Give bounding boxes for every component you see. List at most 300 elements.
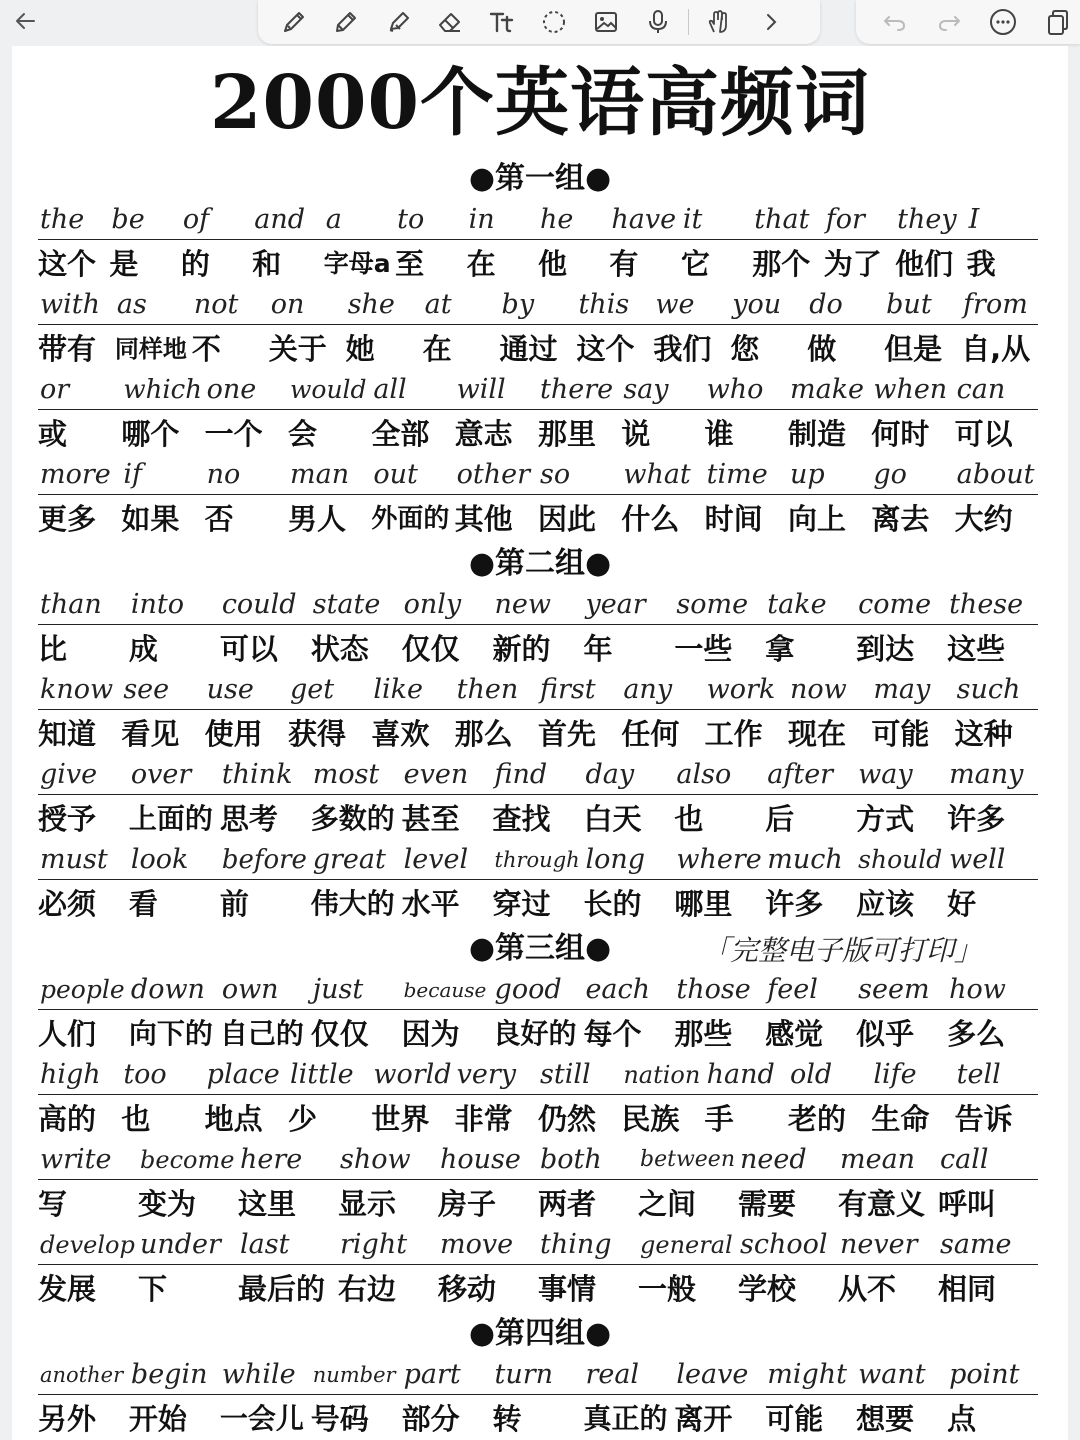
english-word: but <box>886 289 932 320</box>
chinese-meaning: 仍然 <box>538 1102 597 1136</box>
chinese-meaning: 首先 <box>538 717 597 751</box>
chinese-meaning: 民族 <box>621 1102 680 1136</box>
english-word: that <box>754 204 810 235</box>
english-word: to <box>397 204 425 235</box>
chinese-meaning: 我们 <box>653 332 712 366</box>
chinese-meaning: 那么 <box>454 717 513 751</box>
english-word: when <box>873 374 948 405</box>
chinese-meaning: 房子 <box>438 1187 497 1221</box>
english-word: for <box>825 204 865 235</box>
english-word: these <box>949 589 1024 620</box>
english-word: they <box>897 204 957 235</box>
chinese-meaning: 地点 <box>204 1102 263 1136</box>
chinese-meaning: 号码 <box>310 1402 369 1436</box>
chinese-meaning: 每个 <box>583 1017 642 1051</box>
english-word: through <box>494 848 580 872</box>
english-word: just <box>312 974 364 1005</box>
english-word: leave <box>676 1359 749 1390</box>
english-word: with <box>40 289 100 320</box>
english-word: thing <box>540 1229 612 1260</box>
redo-icon <box>935 8 963 36</box>
english-word: in <box>468 204 495 235</box>
english-word: show <box>340 1144 411 1175</box>
chinese-meaning: 这个 <box>38 247 97 281</box>
chinese-row <box>38 412 1048 456</box>
english-word: new <box>494 589 552 620</box>
lasso-tool[interactable] <box>528 2 580 42</box>
chinese-meaning: 不 <box>191 332 221 366</box>
english-row <box>38 1355 1038 1395</box>
chinese-meaning: 授予 <box>38 802 97 836</box>
english-word: very <box>456 1059 517 1090</box>
english-row <box>38 840 1038 880</box>
chinese-row <box>38 797 1048 841</box>
english-word: as <box>116 289 147 320</box>
english-word: one <box>206 374 257 405</box>
chinese-meaning: 向上 <box>788 502 847 536</box>
chinese-meaning: 自,从 <box>961 332 1031 366</box>
chinese-meaning: 开始 <box>128 1402 187 1436</box>
english-row <box>38 1055 1038 1095</box>
english-row <box>38 670 1038 710</box>
english-word: nation <box>623 1061 701 1089</box>
english-word: on <box>270 289 305 320</box>
chinese-meaning: 离去 <box>871 502 930 536</box>
english-word: if <box>123 459 142 490</box>
english-word: only <box>403 589 462 620</box>
chinese-meaning: 他 <box>538 247 568 281</box>
english-word: where <box>676 844 762 875</box>
pencil-tool[interactable] <box>320 2 372 42</box>
chinese-meaning: 一般 <box>638 1272 697 1306</box>
chinese-meaning: 自己的 <box>219 1017 304 1050</box>
chinese-meaning: 这些 <box>947 632 1006 666</box>
english-word: might <box>767 1359 848 1390</box>
english-word: such <box>956 674 1021 705</box>
chinese-meaning: 生命 <box>871 1102 930 1136</box>
english-word: will <box>456 374 506 405</box>
chinese-meaning: 什么 <box>621 502 680 536</box>
english-word: house <box>440 1144 521 1175</box>
hand-icon <box>705 8 733 36</box>
english-word: use <box>206 674 254 705</box>
english-word: give <box>40 759 98 790</box>
toolbar-divider <box>688 9 689 35</box>
chinese-meaning: 非常 <box>454 1102 513 1136</box>
chinese-meaning: 会 <box>288 417 318 451</box>
chinese-row <box>38 1097 1048 1141</box>
english-word: number <box>312 1363 396 1387</box>
english-word: see <box>123 674 170 705</box>
chinese-meaning: 做 <box>807 332 837 366</box>
chinese-meaning: 到达 <box>856 632 915 666</box>
pen-tool[interactable] <box>268 2 320 42</box>
chinese-meaning: 也 <box>121 1102 151 1136</box>
chinese-meaning: 他们 <box>895 247 954 281</box>
english-word: now <box>790 674 847 705</box>
english-word: mean <box>840 1144 916 1175</box>
chinese-meaning: 部分 <box>401 1402 460 1436</box>
chinese-meaning: 因为 <box>401 1017 460 1051</box>
english-word: before <box>221 845 307 875</box>
chinese-meaning: 少 <box>288 1102 318 1136</box>
image-icon <box>592 8 620 36</box>
english-word: also <box>676 759 732 790</box>
chinese-meaning: 知道 <box>38 717 97 751</box>
english-word: too <box>123 1059 167 1090</box>
drawing-tools <box>258 0 820 44</box>
english-word: most <box>312 759 380 790</box>
pages-button[interactable] <box>1034 2 1080 42</box>
chinese-meaning: 大约 <box>954 502 1013 536</box>
chinese-meaning: 因此 <box>538 502 597 536</box>
english-word: come <box>858 589 932 620</box>
pencil-icon <box>332 8 360 36</box>
english-word: think <box>221 759 293 790</box>
english-word: other <box>456 459 531 490</box>
english-word: how <box>949 974 1006 1005</box>
highlighter-tool[interactable] <box>372 2 424 42</box>
english-word: which <box>123 375 202 405</box>
chinese-meaning: 需要 <box>738 1187 797 1221</box>
microphone-icon <box>644 8 672 36</box>
back-icon <box>12 8 38 34</box>
chinese-meaning: 点 <box>947 1402 977 1436</box>
english-word: write <box>40 1144 112 1175</box>
chinese-meaning: 世界 <box>371 1102 430 1136</box>
chinese-meaning: 那里 <box>538 417 597 451</box>
chinese-meaning: 长的 <box>583 887 642 921</box>
english-word: have <box>611 204 677 235</box>
chinese-meaning: 可以 <box>954 417 1013 451</box>
english-word: between <box>640 1147 735 1172</box>
chinese-meaning: 更多 <box>38 502 97 536</box>
english-word: it <box>682 204 703 235</box>
group-heading: ●第三组● <box>468 931 612 966</box>
group-heading: ●第一组● <box>468 161 612 196</box>
english-word: under <box>140 1229 221 1260</box>
english-word: part <box>403 1359 461 1390</box>
chinese-meaning: 高的 <box>38 1102 97 1136</box>
chinese-meaning: 仅仅 <box>401 632 460 666</box>
chinese-meaning: 哪个 <box>121 417 180 451</box>
chinese-meaning: 人们 <box>38 1017 97 1051</box>
chinese-meaning: 是 <box>109 247 139 281</box>
english-word: down <box>130 974 205 1005</box>
chinese-meaning: 这里 <box>238 1187 297 1221</box>
english-word: could <box>221 589 297 620</box>
chinese-meaning: 至 <box>395 247 425 281</box>
chinese-meaning: 字母a <box>323 249 391 278</box>
chinese-meaning: 那个 <box>752 247 811 281</box>
english-word: good <box>494 974 562 1005</box>
english-word: people <box>40 975 125 1004</box>
more-tools-button[interactable] <box>745 2 797 42</box>
chinese-meaning: 在 <box>466 247 496 281</box>
chinese-meaning: 向下的 <box>128 1017 213 1050</box>
chinese-meaning: 或 <box>38 417 68 451</box>
english-word: no <box>206 459 241 490</box>
english-row <box>38 755 1038 795</box>
chinese-row <box>38 327 1048 371</box>
chinese-meaning: 全部 <box>371 417 430 451</box>
chinese-meaning: 方式 <box>856 802 915 836</box>
chinese-meaning: 老的 <box>788 1102 847 1136</box>
text-tool[interactable] <box>476 2 528 42</box>
english-word: much <box>767 844 843 875</box>
chinese-meaning: 手 <box>704 1102 734 1136</box>
english-word: or <box>40 374 70 405</box>
chinese-meaning: 两者 <box>538 1187 597 1221</box>
chinese-meaning: 外面的 <box>371 504 450 534</box>
english-word: get <box>290 674 335 705</box>
english-word: make <box>790 374 865 405</box>
chinese-meaning: 后 <box>765 802 795 836</box>
chinese-row <box>38 497 1048 541</box>
chinese-meaning: 呼叫 <box>938 1187 997 1221</box>
chinese-meaning: 感觉 <box>765 1017 824 1051</box>
printable-note: 「完整电子版可打印」 <box>702 934 983 967</box>
english-word: I <box>968 204 980 235</box>
chinese-meaning: 穿过 <box>492 887 551 921</box>
english-word: real <box>585 1359 640 1390</box>
english-word: at <box>424 289 452 320</box>
english-word: like <box>373 674 423 705</box>
english-word: develop <box>40 1231 135 1259</box>
chinese-meaning: 我 <box>966 247 996 281</box>
english-word: the <box>40 204 85 235</box>
english-word: because <box>403 978 487 1002</box>
chinese-meaning: 变为 <box>138 1187 197 1221</box>
chinese-meaning: 写 <box>38 1187 68 1221</box>
chinese-meaning: 必须 <box>38 887 97 921</box>
undo-button[interactable] <box>872 2 918 42</box>
chinese-meaning: 移动 <box>438 1272 497 1306</box>
microphone-tool[interactable] <box>632 2 684 42</box>
chinese-meaning: 它 <box>680 247 710 281</box>
english-word: move <box>440 1229 514 1260</box>
chinese-meaning: 在 <box>422 332 452 366</box>
page-title: 2000个英语高频词 <box>210 60 870 146</box>
english-word: begin <box>130 1359 208 1390</box>
chinese-meaning: 相同 <box>938 1272 997 1306</box>
chinese-row <box>38 1397 1048 1440</box>
english-word: work <box>706 674 776 705</box>
english-word: become <box>140 1146 235 1174</box>
english-word: while <box>221 1359 296 1390</box>
english-word: up <box>790 459 825 490</box>
chinese-meaning: 甚至 <box>401 802 460 836</box>
english-word: general <box>640 1231 733 1259</box>
english-word: time <box>706 459 768 490</box>
chinese-meaning: 拿 <box>765 632 795 666</box>
chinese-meaning: 许多 <box>947 802 1006 836</box>
english-word: not <box>193 289 239 320</box>
english-word: this <box>578 289 630 320</box>
more-button[interactable] <box>980 2 1026 42</box>
chinese-meaning: 可以 <box>219 632 278 666</box>
chinese-meaning: 好 <box>947 887 977 921</box>
chinese-meaning: 显示 <box>338 1187 397 1221</box>
chinese-meaning: 水平 <box>401 887 460 921</box>
redo-button[interactable] <box>926 2 972 42</box>
chinese-meaning: 喜欢 <box>371 717 430 751</box>
chinese-row <box>38 1012 1048 1056</box>
chevron-right-icon <box>757 8 785 36</box>
english-word: what <box>623 459 691 490</box>
chinese-meaning: 哪里 <box>674 887 733 921</box>
english-word: you <box>732 289 782 320</box>
chinese-meaning: 为了 <box>823 247 882 281</box>
english-word: same <box>940 1229 1012 1260</box>
chinese-meaning: 下 <box>138 1272 168 1306</box>
chinese-row <box>38 712 1048 756</box>
chinese-meaning: 说 <box>621 417 651 451</box>
chinese-meaning: 关于 <box>268 332 327 366</box>
document-page <box>12 46 1068 1440</box>
english-word: state <box>312 589 381 620</box>
chinese-meaning: 查找 <box>492 802 551 836</box>
chinese-meaning: 谁 <box>704 417 734 451</box>
chinese-meaning: 同样地 <box>114 335 187 363</box>
chinese-meaning: 通过 <box>499 332 558 366</box>
english-word: level <box>403 844 469 875</box>
english-word: by <box>501 289 535 320</box>
english-row <box>38 285 1038 325</box>
chinese-meaning: 似乎 <box>856 1017 915 1051</box>
english-word: long <box>585 844 646 875</box>
english-word: here <box>240 1144 303 1175</box>
text-icon <box>488 8 516 36</box>
english-word: any <box>623 674 673 705</box>
english-word: even <box>403 759 469 790</box>
english-word: so <box>540 459 571 490</box>
chinese-meaning: 她 <box>345 332 375 366</box>
chinese-meaning: 一些 <box>674 632 733 666</box>
chinese-meaning: 任何 <box>621 717 680 751</box>
chinese-meaning: 这个 <box>576 332 635 366</box>
english-word: many <box>949 759 1024 790</box>
chinese-meaning: 时间 <box>704 502 763 536</box>
top-toolbar <box>0 0 1080 46</box>
english-word: point <box>949 1359 1020 1390</box>
english-word: life <box>873 1059 917 1090</box>
chinese-meaning: 另外 <box>38 1402 97 1436</box>
group-heading: ●第四组● <box>468 1316 612 1351</box>
english-word: than <box>40 589 102 620</box>
english-word: tell <box>956 1059 1001 1090</box>
english-word: man <box>290 459 350 490</box>
english-word: well <box>949 844 1006 875</box>
english-word: want <box>858 1359 926 1390</box>
english-word: into <box>130 589 185 620</box>
english-word: last <box>240 1229 290 1260</box>
english-word: great <box>312 844 386 875</box>
chinese-meaning: 白天 <box>583 802 642 836</box>
chinese-meaning: 意志 <box>454 417 513 451</box>
chinese-meaning: 如果 <box>121 502 180 536</box>
english-word: high <box>40 1059 101 1090</box>
english-word: more <box>40 459 111 490</box>
chinese-meaning: 前 <box>219 887 249 921</box>
english-word: feel <box>767 974 818 1005</box>
chinese-meaning: 看 <box>128 887 158 921</box>
english-word: still <box>540 1059 591 1090</box>
chinese-meaning: 离开 <box>674 1402 733 1436</box>
english-word: and <box>254 204 306 235</box>
english-word: we <box>655 289 695 320</box>
chinese-row <box>38 627 1048 671</box>
english-word: own <box>221 974 279 1005</box>
image-tool[interactable] <box>580 2 632 42</box>
chinese-meaning: 工作 <box>704 717 763 751</box>
chinese-meaning: 多么 <box>947 1017 1006 1051</box>
english-row <box>38 1225 1038 1265</box>
english-word: he <box>540 204 574 235</box>
english-word: about <box>956 459 1035 490</box>
english-word: say <box>623 374 669 405</box>
chinese-meaning: 年 <box>583 632 613 666</box>
chinese-meaning: 那些 <box>674 1017 733 1051</box>
chinese-meaning: 男人 <box>288 502 347 536</box>
eraser-tool[interactable] <box>424 2 476 42</box>
english-word: after <box>767 759 834 790</box>
lasso-icon <box>540 8 568 36</box>
chinese-meaning: 何时 <box>871 417 930 451</box>
english-row <box>38 455 1038 495</box>
chinese-meaning: 和 <box>252 247 282 281</box>
english-word: find <box>494 759 548 790</box>
chinese-meaning: 上面的 <box>128 802 213 835</box>
english-word: would <box>290 375 367 404</box>
english-word: day <box>585 759 635 790</box>
chinese-meaning: 您 <box>730 332 760 366</box>
english-word: need <box>740 1144 807 1175</box>
english-word: a <box>325 204 342 235</box>
chinese-row <box>38 1267 1048 1311</box>
english-word: year <box>585 589 646 620</box>
chinese-meaning: 看见 <box>121 717 180 751</box>
english-word: never <box>840 1229 918 1260</box>
chinese-meaning: 一个 <box>204 417 263 451</box>
highlighter-icon <box>384 8 412 36</box>
english-word: school <box>740 1229 828 1260</box>
chinese-meaning: 发展 <box>38 1272 97 1306</box>
chinese-meaning: 许多 <box>765 887 824 921</box>
chinese-meaning: 获得 <box>288 717 347 751</box>
english-word: must <box>40 844 108 875</box>
english-row <box>38 200 1038 240</box>
chinese-meaning: 比 <box>38 632 68 666</box>
chinese-meaning: 一会儿 <box>219 1402 304 1435</box>
chinese-meaning: 但是 <box>884 332 943 366</box>
english-row <box>38 970 1038 1010</box>
back-button[interactable] <box>8 4 42 38</box>
chinese-row <box>38 882 1048 926</box>
english-word: from <box>963 289 1028 320</box>
group-heading: ●第二组● <box>468 546 612 581</box>
english-word: be <box>111 204 145 235</box>
document-actions <box>856 0 1080 44</box>
chinese-meaning: 可能 <box>871 717 930 751</box>
chinese-meaning: 这种 <box>954 717 1013 751</box>
english-word: of <box>182 204 210 235</box>
chinese-meaning: 应该 <box>856 887 915 921</box>
chinese-meaning: 制造 <box>788 417 847 451</box>
hand-tool[interactable] <box>693 2 745 42</box>
english-word: each <box>585 974 651 1005</box>
english-word: know <box>40 674 114 705</box>
